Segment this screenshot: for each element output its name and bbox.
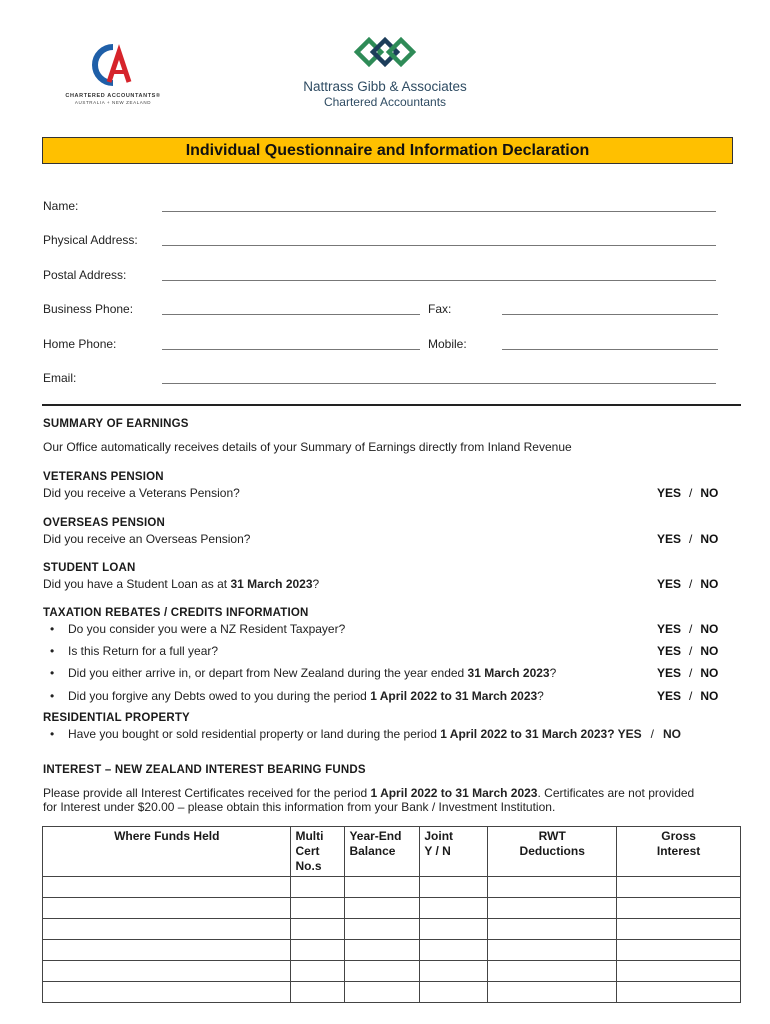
table-cell[interactable]: [617, 877, 741, 898]
student-loan-heading: STUDENT LOAN: [43, 562, 136, 574]
no-option[interactable]: NO: [700, 532, 719, 546]
ca-logo-line1: CHARTERED ACCOUNTANTS®: [65, 93, 161, 99]
yes-option[interactable]: YES: [657, 666, 682, 680]
table-cell[interactable]: [43, 919, 291, 940]
question-text: Did you have a Student Loan as at: [43, 577, 231, 591]
table-header-row: [43, 827, 741, 877]
bullet: •: [50, 622, 55, 636]
business-phone-label: Business Phone:: [43, 302, 134, 316]
header-label: Multi: [295, 829, 324, 843]
table-cell[interactable]: [617, 961, 741, 982]
header-label: Year-End: [349, 829, 402, 843]
page-title: Individual Questionnaire and Information Declaration: [42, 137, 733, 164]
header-label: Cert: [295, 844, 320, 858]
rebates-q2: [50, 644, 218, 658]
rebates-q1-yes-no[interactable]: [657, 622, 718, 636]
col-joint: [420, 827, 488, 877]
yes-option[interactable]: YES: [657, 532, 682, 546]
header-label: Gross: [661, 829, 696, 843]
table-cell[interactable]: [291, 961, 345, 982]
veterans-yes-no[interactable]: [657, 486, 718, 500]
separator: /: [689, 666, 693, 680]
interest-text-line1: [43, 786, 694, 800]
question-text: Is this Return for a full year?: [68, 644, 219, 658]
residential-question: [50, 727, 681, 741]
interest-text: Please provide all Interest Certificates received for the period: [43, 786, 371, 800]
table-cell[interactable]: [488, 898, 617, 919]
col-where-funds-held: [43, 827, 291, 877]
no-option[interactable]: NO: [663, 727, 682, 741]
question-date: 31 March 2023: [467, 666, 550, 680]
col-multi-cert: [291, 827, 345, 877]
physical-address-field[interactable]: [162, 245, 716, 246]
table-cell[interactable]: [617, 982, 741, 1003]
table-cell[interactable]: [345, 877, 420, 898]
summary-text: Our Office automatically receives details of your Summary of Earnings directly from Inland Revenue: [43, 440, 572, 454]
email-label: Email:: [43, 371, 77, 385]
separator: /: [689, 577, 693, 591]
question-date: 31 March 2023: [230, 577, 313, 591]
table-cell[interactable]: [488, 919, 617, 940]
table-cell[interactable]: [420, 877, 488, 898]
home-phone-label: Home Phone:: [43, 337, 117, 351]
yes-option[interactable]: YES: [657, 486, 682, 500]
separator: /: [689, 689, 693, 703]
question-text: Do you consider you were a NZ Resident Taxpayer?: [68, 622, 346, 636]
rebates-heading: TAXATION REBATES / CREDITS INFORMATION: [43, 607, 309, 619]
section-divider: [42, 404, 741, 406]
business-phone-field[interactable]: [162, 314, 420, 315]
interest-heading: INTEREST – NEW ZEALAND INTEREST BEARING FUNDS: [43, 764, 366, 776]
table-cell[interactable]: [43, 940, 291, 961]
separator: /: [689, 532, 693, 546]
separator: /: [689, 644, 693, 658]
col-gross-interest: [617, 827, 741, 877]
yes-option[interactable]: YES: [657, 689, 682, 703]
yes-option[interactable]: YES: [657, 644, 682, 658]
rebates-q4: [50, 689, 544, 703]
table-row: [43, 982, 741, 1003]
rebates-q4-yes-no[interactable]: [657, 689, 718, 703]
table-cell[interactable]: [488, 940, 617, 961]
table-cell[interactable]: [420, 982, 488, 1003]
table-cell[interactable]: [617, 940, 741, 961]
table-cell[interactable]: [345, 940, 420, 961]
rebates-q2-yes-no[interactable]: [657, 644, 718, 658]
question-text: Did you forgive any Debts owed to you during the period: [68, 689, 371, 703]
table-cell[interactable]: [291, 919, 345, 940]
name-label: Name:: [43, 199, 79, 213]
mobile-field[interactable]: [502, 349, 718, 350]
question-mark: ?: [312, 577, 320, 591]
table-cell[interactable]: [617, 919, 741, 940]
summary-heading: SUMMARY OF EARNINGS: [43, 418, 189, 430]
ca-anz-logo: [58, 42, 168, 105]
table-cell[interactable]: [43, 961, 291, 982]
table-cell[interactable]: [488, 982, 617, 1003]
bullet: •: [50, 644, 55, 658]
table-cell[interactable]: [291, 940, 345, 961]
table-row: [43, 877, 741, 898]
question-date-yes[interactable]: 1 April 2022 to 31 March 2023? YES: [440, 727, 642, 741]
question-mark: ?: [549, 666, 557, 680]
table-cell[interactable]: [43, 877, 291, 898]
interest-text-line2: for Interest under $20.00 – please obtain this information from your Bank / Investment Institution.: [43, 800, 556, 814]
interest-text-end: . Certificates are not provided: [537, 786, 695, 800]
student-loan-question: [43, 577, 319, 591]
table-cell[interactable]: [291, 877, 345, 898]
header-label: Deductions: [519, 844, 585, 858]
postal-address-field[interactable]: [162, 280, 716, 281]
no-option[interactable]: NO: [700, 644, 719, 658]
overseas-heading: OVERSEAS PENSION: [43, 517, 166, 529]
rebates-q3-yes-no[interactable]: [657, 666, 718, 680]
physical-address-label: Physical Address:: [43, 233, 138, 247]
firm-subtitle: Chartered Accountants: [323, 95, 447, 109]
ca-logo-line2: AUSTRALIA + NEW ZEALAND: [74, 100, 152, 105]
header-label: Interest: [656, 844, 701, 858]
separator: /: [650, 727, 655, 741]
firm-name: Nattrass Gibb & Associates: [303, 79, 467, 94]
postal-address-label: Postal Address:: [43, 268, 127, 282]
table-row: [43, 898, 741, 919]
home-phone-field[interactable]: [162, 349, 420, 350]
no-option[interactable]: NO: [700, 577, 719, 591]
table-cell[interactable]: [488, 877, 617, 898]
rebates-q3: [50, 666, 556, 680]
bullet: •: [50, 666, 55, 680]
separator: /: [689, 486, 693, 500]
rebates-q1: [50, 622, 345, 636]
firm-diamond-mark-icon: [349, 30, 421, 74]
table-cell[interactable]: [420, 898, 488, 919]
table-cell[interactable]: [345, 919, 420, 940]
question-text: Did you either arrive in, or depart from New Zealand during the year ended: [68, 666, 468, 680]
col-rwt-deductions: [488, 827, 617, 877]
table-row: [43, 940, 741, 961]
bullet: •: [50, 727, 55, 741]
residential-heading: RESIDENTIAL PROPERTY: [43, 712, 190, 724]
question-mark: ?: [537, 689, 544, 703]
student-loan-yes-no[interactable]: [657, 577, 718, 591]
table-cell[interactable]: [617, 898, 741, 919]
firm-logo: [270, 30, 500, 109]
overseas-question: Did you receive an Overseas Pension?: [43, 532, 251, 546]
table-cell[interactable]: [420, 940, 488, 961]
interest-funds-table: [42, 826, 741, 1003]
table-cell[interactable]: [345, 898, 420, 919]
header-label: Y / N: [424, 844, 451, 858]
no-option[interactable]: NO: [700, 486, 719, 500]
separator: /: [689, 622, 693, 636]
yes-option[interactable]: YES: [657, 577, 682, 591]
no-option[interactable]: NO: [700, 689, 719, 703]
table-cell[interactable]: [488, 961, 617, 982]
email-field[interactable]: [162, 383, 716, 384]
header-label: RWT: [538, 829, 566, 843]
table-row: [43, 961, 741, 982]
table-cell[interactable]: [420, 961, 488, 982]
bullet: •: [50, 689, 55, 703]
yes-option[interactable]: YES: [657, 622, 682, 636]
no-option[interactable]: NO: [700, 622, 719, 636]
table-cell[interactable]: [345, 961, 420, 982]
header-label: Where Funds Held: [114, 829, 220, 843]
interest-period: 1 April 2022 to 31 March 2023: [370, 786, 538, 800]
fax-field[interactable]: [502, 314, 718, 315]
header-label: Balance: [349, 844, 396, 858]
header-label: Joint: [424, 829, 454, 843]
table-cell[interactable]: [291, 898, 345, 919]
ca-logo-mark-icon: [83, 42, 133, 90]
col-year-end-balance: [345, 827, 420, 877]
no-option[interactable]: NO: [700, 666, 719, 680]
fax-label: Fax:: [428, 302, 452, 316]
mobile-label: Mobile:: [428, 337, 467, 351]
table-cell[interactable]: [345, 982, 420, 1003]
table-cell[interactable]: [291, 982, 345, 1003]
table-cell[interactable]: [420, 919, 488, 940]
veterans-heading: VETERANS PENSION: [43, 471, 164, 483]
name-field[interactable]: [162, 211, 716, 212]
veterans-question: Did you receive a Veterans Pension?: [43, 486, 240, 500]
question-date: 1 April 2022 to 31 March 2023: [370, 689, 538, 703]
overseas-yes-no[interactable]: [657, 532, 718, 546]
table-cell[interactable]: [43, 982, 291, 1003]
table-cell[interactable]: [43, 898, 291, 919]
table-row: [43, 919, 741, 940]
header-label: No.s: [295, 859, 322, 873]
question-text: Have you bought or sold residential property or land during the period: [68, 727, 441, 741]
